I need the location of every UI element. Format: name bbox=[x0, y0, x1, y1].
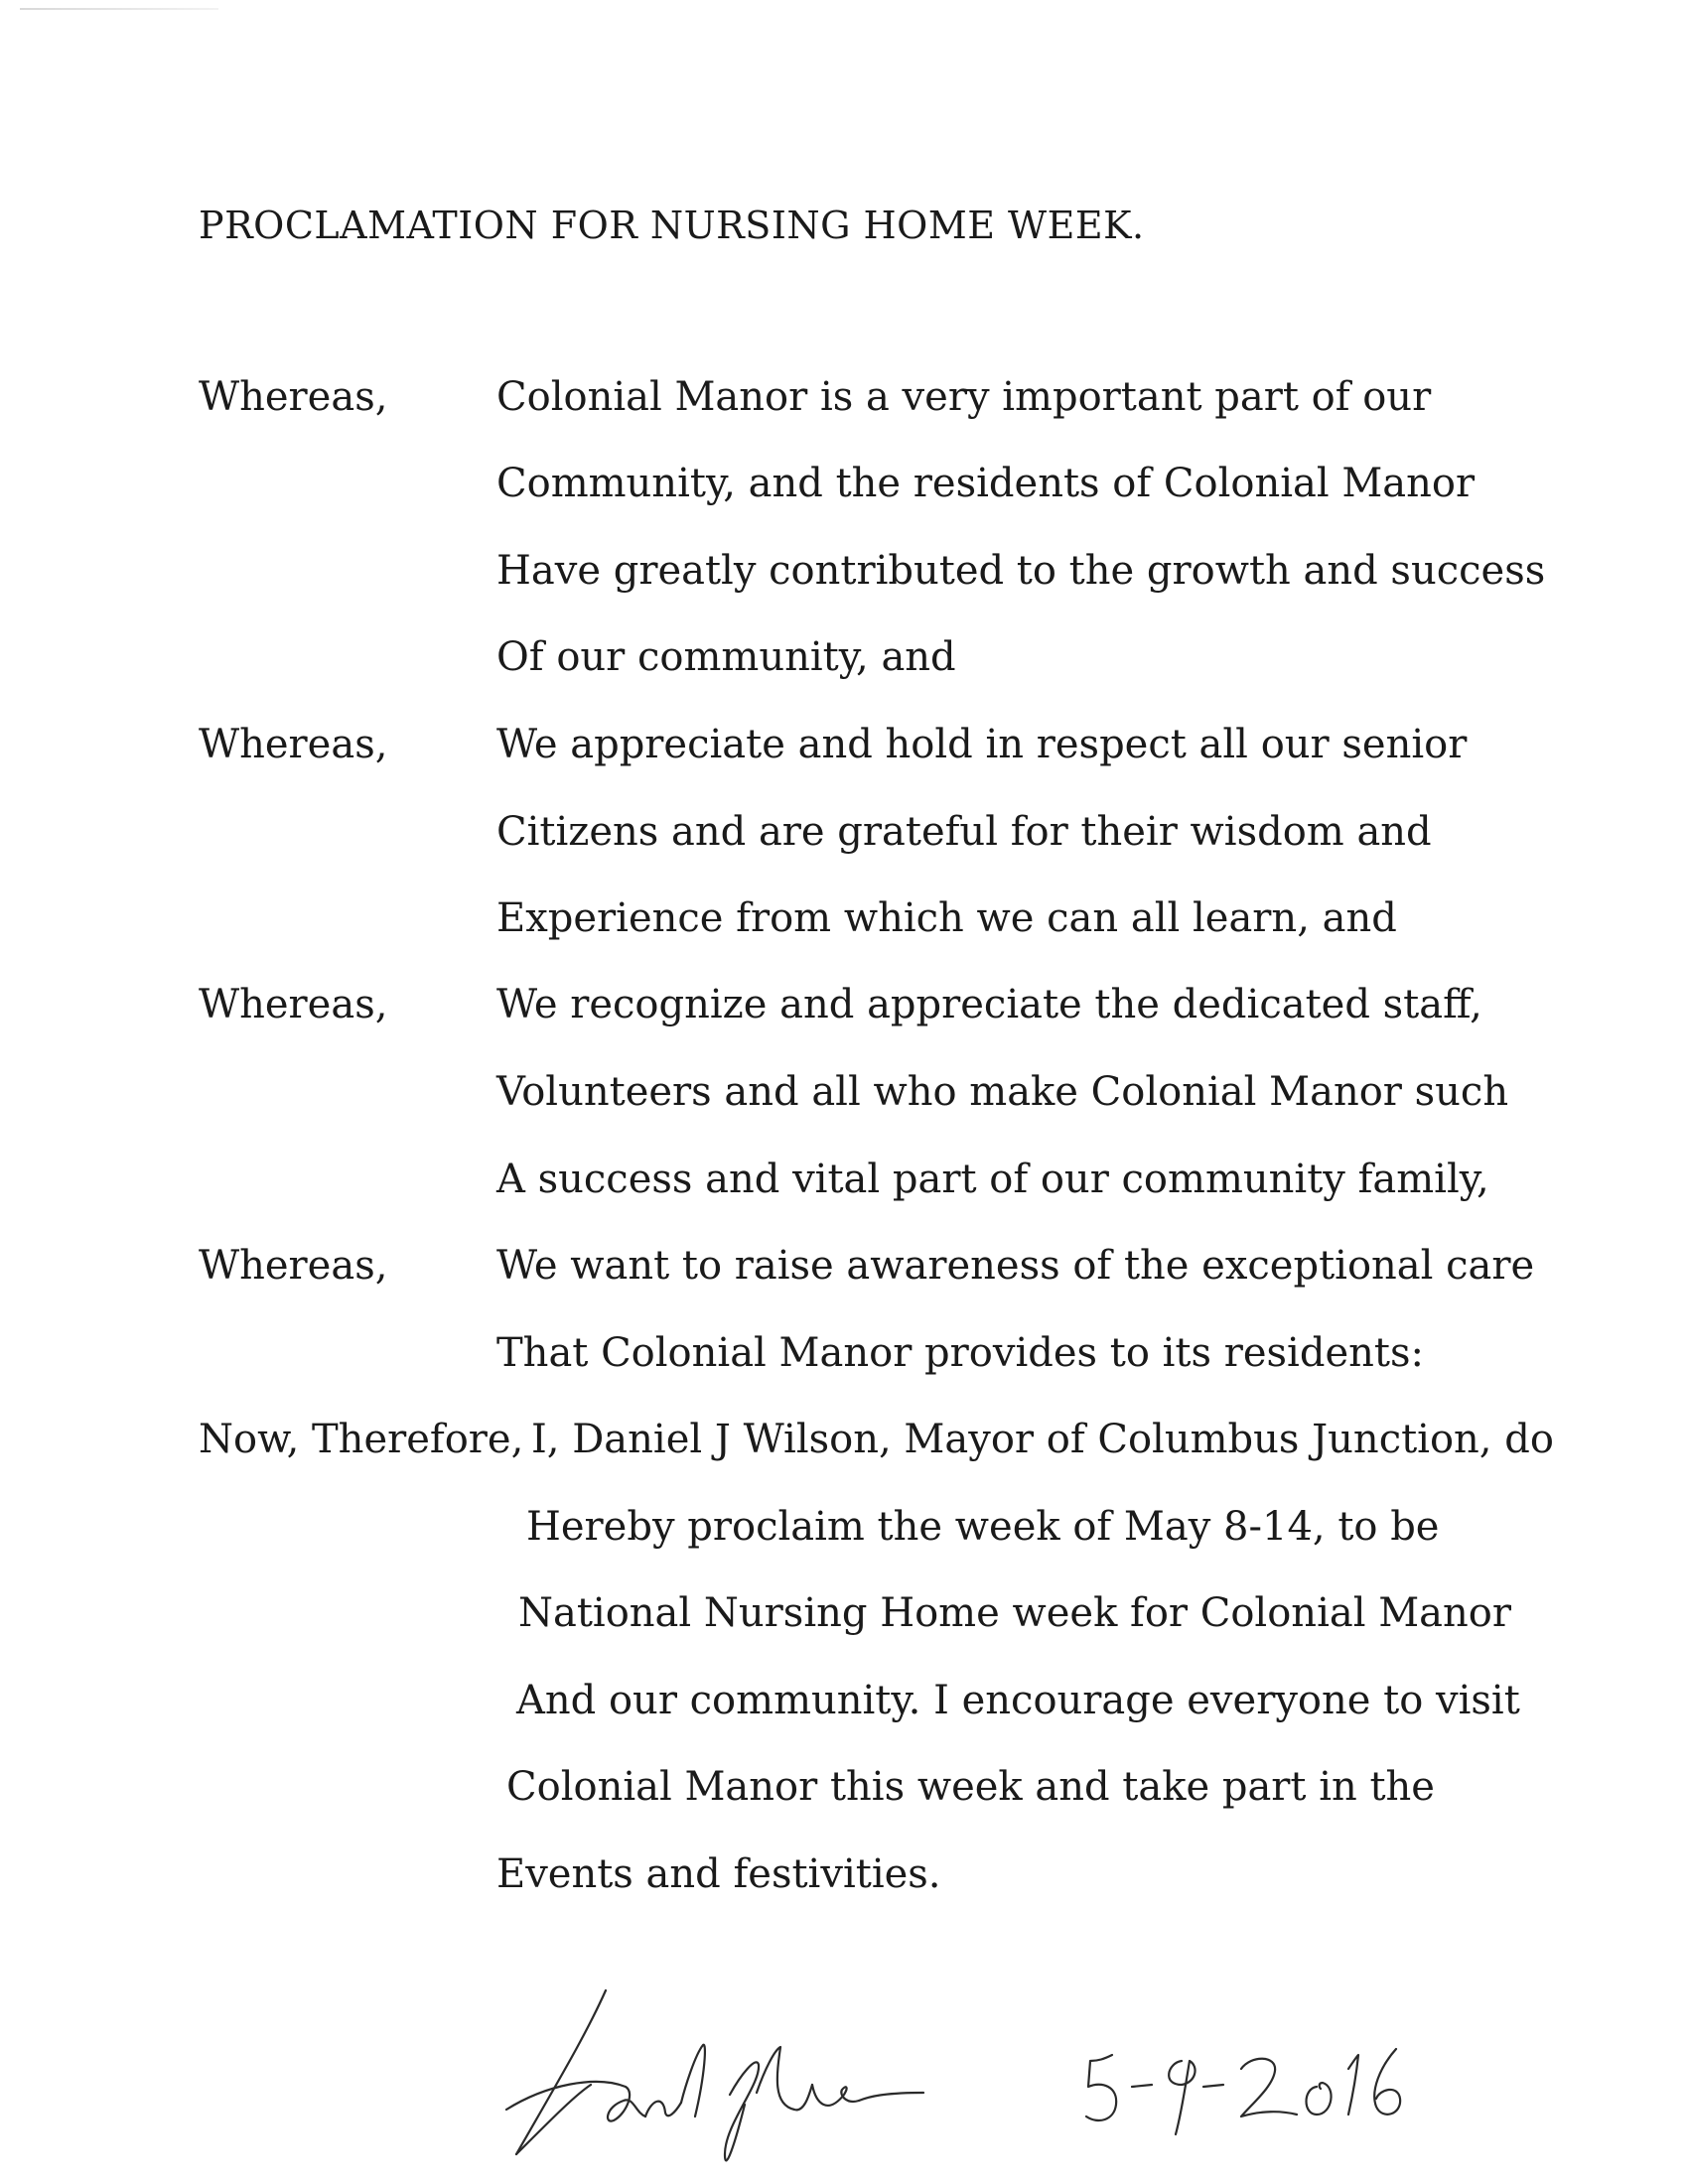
resolution-line: Events and festivities. bbox=[496, 1851, 941, 1897]
clause-label: Whereas, bbox=[199, 982, 388, 1027]
clause-line: Have greatly contributed to the growth and success bbox=[496, 548, 1546, 594]
clause-label: Whereas, bbox=[199, 722, 388, 767]
clause-label: Whereas, bbox=[199, 1243, 388, 1289]
clause-line: Community, and the residents of Colonial Manor bbox=[496, 461, 1476, 506]
clause-line: Of our community, and bbox=[496, 634, 956, 680]
clause-line: Colonial Manor is a very important part of our bbox=[496, 374, 1432, 420]
signature-block bbox=[496, 1976, 1450, 2174]
clause-line: Experience from which we can all learn, and bbox=[496, 895, 1397, 941]
clause-line: Citizens and are grateful for their wisdom and bbox=[496, 809, 1432, 855]
resolution-label: Now, Therefore, bbox=[199, 1417, 524, 1462]
clause-line: A success and vital part of our community family, bbox=[496, 1157, 1489, 1202]
clause-line: We recognize and appreciate the dedicated staff, bbox=[496, 982, 1482, 1027]
handwritten-signature bbox=[496, 1976, 1450, 2174]
document-title: PROCLAMATION FOR NURSING HOME WEEK. bbox=[199, 204, 1145, 247]
resolution-line: I, Daniel J Wilson, Mayor of Columbus Junction, do bbox=[531, 1417, 1554, 1462]
resolution-line: And our community. I encourage everyone to visit bbox=[516, 1678, 1520, 1723]
clause-line: Volunteers and all who make Colonial Manor such bbox=[496, 1069, 1509, 1115]
resolution-line: National Nursing Home week for Colonial Manor bbox=[518, 1590, 1511, 1636]
clause-line: We appreciate and hold in respect all our senior bbox=[496, 722, 1468, 767]
clause-line: That Colonial Manor provides to its residents: bbox=[496, 1330, 1424, 1376]
resolution-line: Hereby proclaim the week of May 8-14, to be bbox=[526, 1504, 1440, 1550]
resolution-line: Colonial Manor this week and take part in the bbox=[506, 1764, 1435, 1810]
clause-label: Whereas, bbox=[199, 374, 388, 420]
clause-line: We want to raise awareness of the exceptional care bbox=[496, 1243, 1535, 1289]
